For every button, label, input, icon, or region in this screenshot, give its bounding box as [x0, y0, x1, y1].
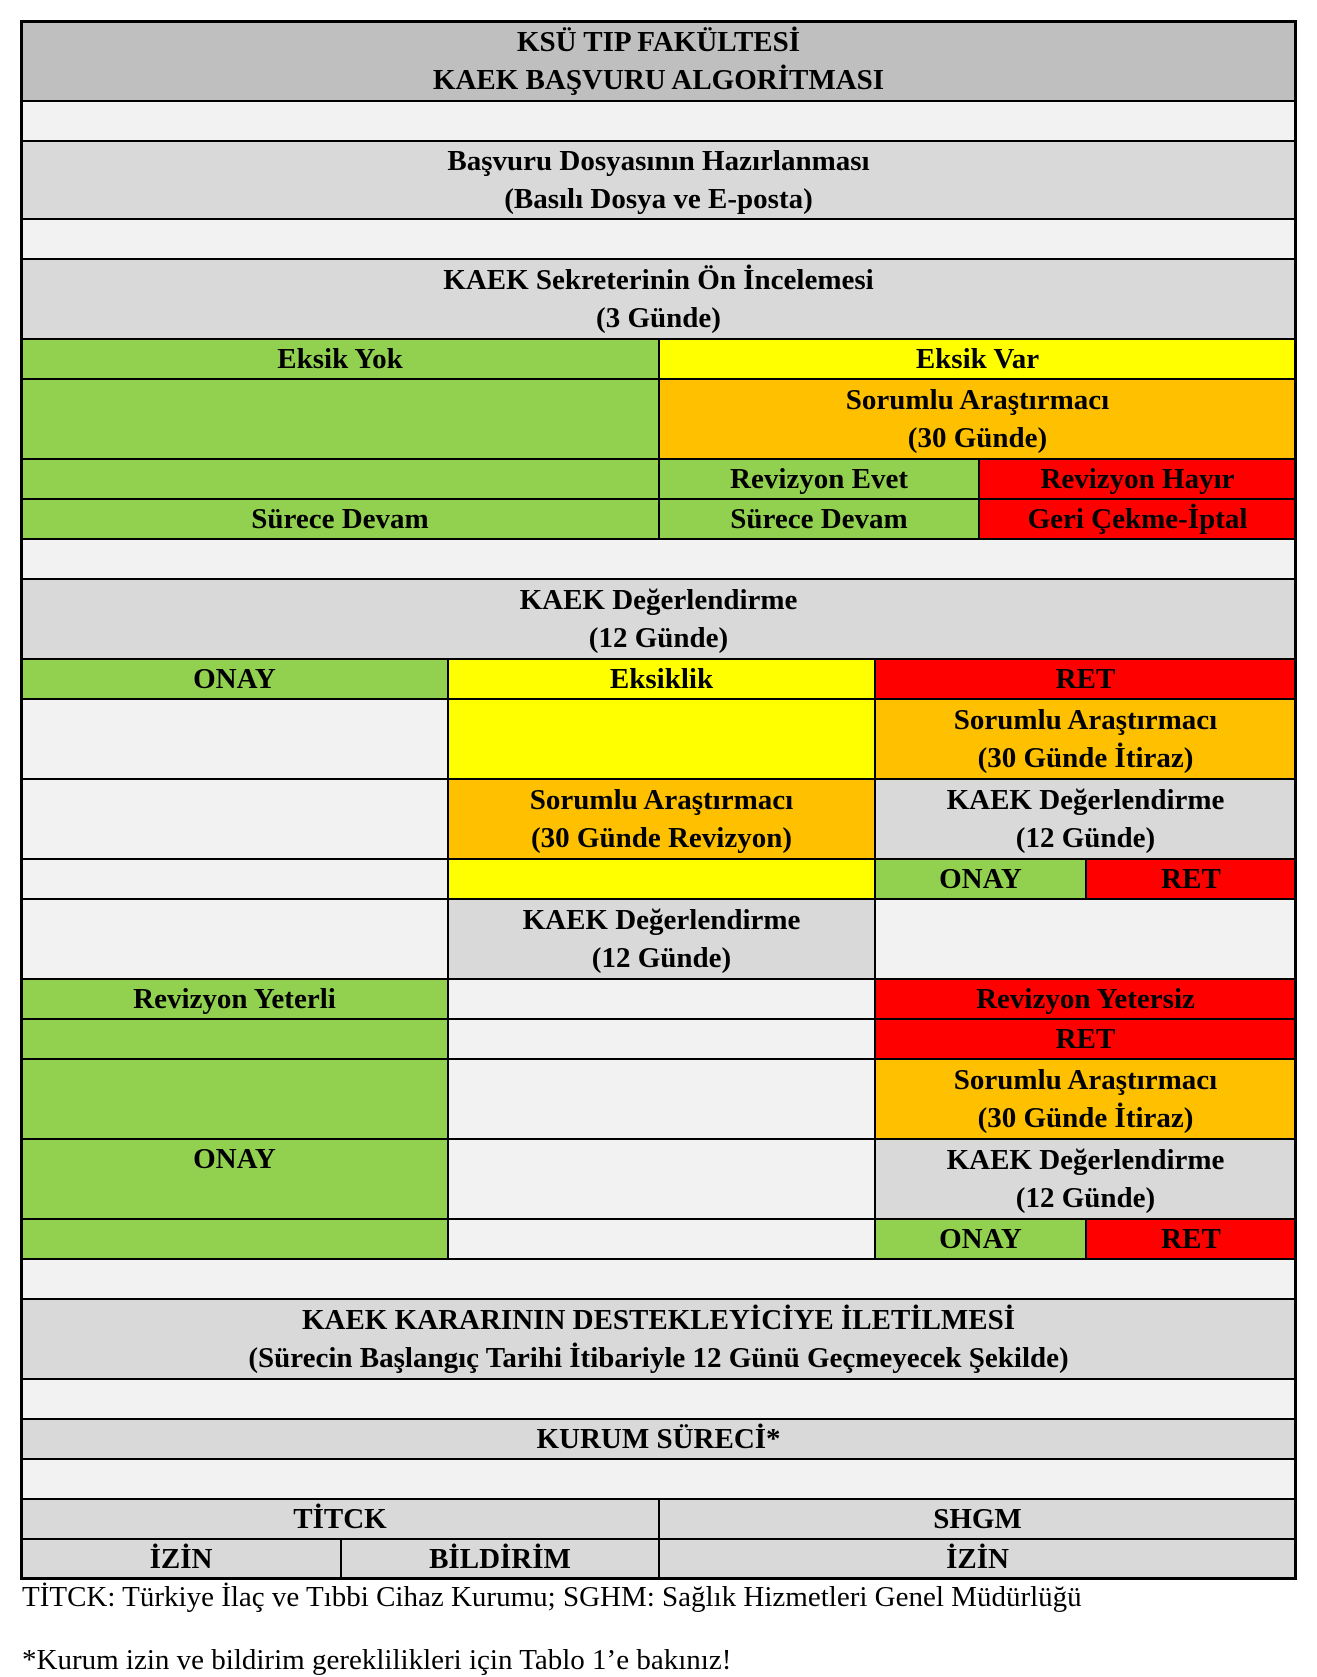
no-missing-cell: [20, 338, 660, 380]
re-eval-1-reject-label: RET: [1161, 863, 1221, 895]
continue-left-label: Sürece Devam: [251, 503, 429, 535]
revision-no-label: Revizyon Hayır: [1040, 463, 1235, 495]
deficiency-label: Eksiklik: [609, 663, 714, 695]
re-eval-mid-line-1: KAEK Değerlendirme: [522, 904, 801, 936]
pi-objection-2-line-1: Sorumlu Araştırmacı: [953, 1064, 1218, 1096]
spacer-row: [20, 1458, 1297, 1500]
green-filler: [20, 1018, 449, 1060]
continue-mid-cell: [658, 498, 980, 540]
yellow-filler: [447, 858, 876, 900]
step-preparation-line-2: (Basılı Dosya ve E-posta): [504, 183, 813, 215]
re-eval-2-line-1: KAEK Değerlendirme: [946, 1144, 1225, 1176]
pi-revision-line-1: Sorumlu Araştırmacı: [529, 784, 794, 816]
reject-label: RET: [1055, 663, 1116, 695]
step-secretary-review: [20, 258, 1297, 340]
revision-insufficient-label: Revizyon Yetersiz: [976, 983, 1195, 1015]
titck-permit-label: İZİN: [149, 1543, 213, 1575]
shgm-cell: [658, 1498, 1297, 1540]
reject-2-cell: [874, 1018, 1297, 1060]
re-eval-2-approve-label: ONAY: [939, 1223, 1022, 1255]
approve-cell: [20, 658, 449, 700]
re-eval-1-reject-cell: [1085, 858, 1297, 900]
deficiency-cell: [447, 658, 876, 700]
spacer-row: [20, 218, 1297, 260]
green-filler: [20, 458, 660, 500]
step-secretary-line-1: KAEK Sekreterinin Ön İncelemesi: [443, 264, 874, 296]
spacer-row: [20, 100, 1297, 142]
table-reference-footnote: *Kurum izin ve bildirim gereklilikleri için Tablo 1’e bakınız!: [22, 1644, 732, 1676]
revision-yes-label: Revizyon Evet: [730, 463, 908, 495]
pi-revision-line-2: (30 Günde Revizyon): [531, 822, 792, 854]
blank-cell: [874, 898, 1297, 980]
green-filler: [20, 1058, 449, 1140]
step-evaluation-line-2: (12 Günde): [588, 622, 729, 654]
title-cell: [20, 20, 1297, 102]
blank-cell: [20, 698, 449, 780]
withdraw-label: Geri Çekme-İptal: [1027, 503, 1248, 535]
step-preparation: [20, 140, 1297, 220]
reject-cell: [874, 658, 1297, 700]
blank-cell: [447, 978, 876, 1020]
pi-objection-1-line-2: (30 Günde İtiraz): [977, 742, 1194, 774]
spacer-row: [20, 538, 1297, 580]
approve-2-label: ONAY: [193, 1143, 276, 1175]
reject-2-label: RET: [1055, 1023, 1116, 1055]
missing-cell: [658, 338, 1297, 380]
step-notify-line-1: KAEK KARARININ DESTEKLEYİCİYE İLETİLMESİ: [301, 1304, 1016, 1336]
continue-left-cell: [20, 498, 660, 540]
spacer-row: [20, 1258, 1297, 1300]
blank-cell: [447, 1138, 876, 1220]
revision-sufficient-cell: [20, 978, 449, 1020]
approve-label: ONAY: [193, 663, 276, 695]
green-filler: [20, 378, 660, 460]
re-eval-2-approve-cell: [874, 1218, 1087, 1260]
pi-objection-1-line-1: Sorumlu Araştırmacı: [953, 704, 1218, 736]
re-eval-mid-line-2: (12 Günde): [591, 942, 732, 974]
green-filler: [20, 1218, 449, 1260]
title-line-1: KSÜ TIP FAKÜLTESİ: [516, 26, 801, 58]
blank-cell: [20, 778, 449, 860]
re-eval-1-cell: [874, 778, 1297, 860]
titck-notification-cell: [340, 1538, 660, 1580]
shgm-permit-label: İZİN: [946, 1543, 1009, 1575]
titck-permit-cell: [20, 1538, 342, 1580]
pi-line-2: (30 Günde): [907, 422, 1048, 454]
step-preparation-line-1: Başvuru Dosyasının Hazırlanması: [447, 145, 870, 177]
re-eval-2-line-2: (12 Günde): [1015, 1182, 1156, 1214]
pi-objection-2-line-2: (30 Günde İtiraz): [977, 1102, 1194, 1134]
revision-sufficient-label: Revizyon Yeterli: [133, 983, 336, 1015]
spacer-row: [20, 1378, 1297, 1420]
pi-objection-2-cell: [874, 1058, 1297, 1140]
blank-cell: [447, 1218, 876, 1260]
continue-mid-label: Sürece Devam: [730, 503, 908, 535]
re-eval-mid-cell: [447, 898, 876, 980]
shgm-label: SHGM: [933, 1503, 1022, 1535]
withdraw-cell: [978, 498, 1297, 540]
blank-cell: [447, 1058, 876, 1140]
revision-yes-cell: [658, 458, 980, 500]
step-institution: [20, 1418, 1297, 1460]
abbreviation-footnote: TİTCK: Türkiye İlaç ve Tıbbi Cihaz Kurumu; SGHM: Sağlık Hizmetleri Genel Müdürlüğü: [22, 1581, 1082, 1613]
pi-revision-cell: [447, 778, 876, 860]
titck-cell: [20, 1498, 660, 1540]
blank-cell: [20, 858, 449, 900]
step-institution-label: KURUM SÜRECİ*: [536, 1423, 781, 1455]
step-evaluation-line-1: KAEK Değerlendirme: [519, 584, 798, 616]
title-line-2: KAEK BAŞVURU ALGORİTMASI: [432, 64, 885, 96]
re-eval-1-line-2: (12 Günde): [1015, 822, 1156, 854]
approve-2-cell: [20, 1138, 449, 1220]
pi-line-1: Sorumlu Araştırmacı: [845, 384, 1110, 416]
step-notify-sponsor: [20, 1298, 1297, 1380]
blank-cell: [447, 1018, 876, 1060]
yellow-filler: [447, 698, 876, 780]
blank-cell: [20, 898, 449, 980]
no-missing-label: Eksik Yok: [277, 343, 403, 375]
step-evaluation: [20, 578, 1297, 660]
step-secretary-line-2: (3 Günde): [596, 302, 721, 334]
re-eval-1-approve-cell: [874, 858, 1087, 900]
revision-no-cell: [978, 458, 1297, 500]
re-eval-2-reject-cell: [1085, 1218, 1297, 1260]
re-eval-2-cell: [874, 1138, 1297, 1220]
re-eval-1-line-1: KAEK Değerlendirme: [946, 784, 1225, 816]
re-eval-2-reject-label: RET: [1161, 1223, 1221, 1255]
titck-label: TİTCK: [293, 1503, 387, 1535]
step-notify-line-2: (Sürecin Başlangıç Tarihi İtibariyle 12 Günü Geçmeyecek Şekilde): [248, 1342, 1069, 1374]
titck-notification-label: BİLDİRİM: [429, 1543, 571, 1575]
shgm-permit-cell: [658, 1538, 1297, 1580]
pi-objection-1-cell: [874, 698, 1297, 780]
revision-insufficient-cell: [874, 978, 1297, 1020]
re-eval-1-approve-label: ONAY: [939, 863, 1022, 895]
missing-label: Eksik Var: [915, 343, 1040, 375]
pi-30-days-cell: [658, 378, 1297, 460]
